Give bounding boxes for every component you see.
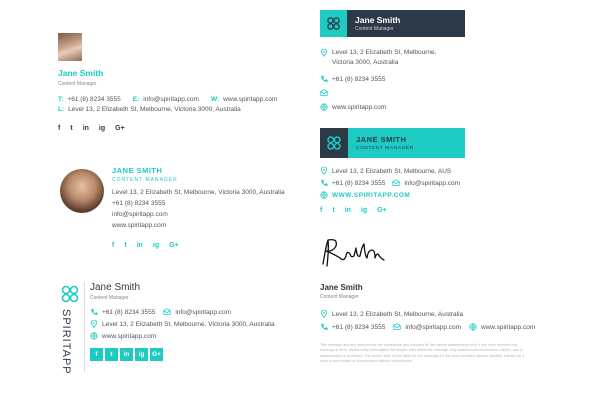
sig2-name: JANE SMITH [112,166,163,175]
email-icon [392,179,400,187]
sig5-phone[interactable]: +61 (8) 8234 3555 [332,179,386,187]
avatar [60,169,104,213]
sig1-phone[interactable]: +61 (8) 8234 3555 [67,96,121,103]
sig1-web[interactable]: www.spiritapp.com [223,96,278,103]
sig5-social-icons [320,207,465,214]
logo-clover-icon [326,16,341,31]
facebook-icon[interactable]: f [112,242,115,249]
sig3-social-icons [90,348,290,361]
sig4-web[interactable]: www.spiritapp.com [332,103,387,111]
email-icon[interactable] [320,89,328,97]
sig5-title: CONTENT MANAGER [356,146,414,151]
linkedin-icon[interactable]: in [344,207,351,214]
globe-icon [320,103,328,111]
sig6-web[interactable]: www.spiritapp.com [481,323,536,331]
location-pin-icon [90,320,98,328]
sig1-social-icons [58,125,277,132]
phone-icon [320,323,328,331]
twitter-icon[interactable]: t [105,348,118,361]
sig6-disclaimer: This message and any attachments are confidential and intended for the named addressee(s) only. If you have received this message in error, please notify immediately the sender, then delete the message. Any unauthorized modification, edition, use or dissemination is prohibited. The sender shall not be liable for this message if it has been modified, altered, falsified, infected by a virus or even edited or disseminated without authorization. [320,343,525,364]
sig3-title: Content Manager [90,295,129,301]
linkedin-icon[interactable]: in [120,348,133,361]
sig2-address: Level 13, 2 Elizabeth St, Melbourne, Victoria 3000, Australia [112,189,285,196]
sig2-web[interactable]: www.spiritapp.com [112,222,167,229]
email-icon [393,323,401,331]
instagram-icon[interactable]: ig [152,242,160,249]
sig2-phone[interactable]: +61 (8) 8234 3555 [112,200,166,207]
location-label: L: [58,106,65,113]
sig5-web[interactable]: WWW.SPIRITAPP.COM [332,191,411,199]
logo-clover-icon [60,284,80,304]
instagram-icon[interactable]: ig [360,207,368,214]
sig3-email[interactable]: info@spiritapp.com [175,308,232,316]
phone-icon [320,179,328,187]
sig5-name: JANE SMITH [356,135,407,144]
sig1-location: Level 13, 2 Elizabeth St, Melbourne, Victoria 3000, Australia [68,106,241,113]
location-pin-icon [320,49,328,57]
brand-wordmark: SPIRITAPP [60,309,72,375]
signature-1 [58,33,277,132]
instagram-icon[interactable]: ig [98,125,106,132]
facebook-icon[interactable]: f [90,348,103,361]
sig1-title: Content Manager [58,81,97,87]
facebook-icon[interactable]: f [58,125,61,132]
sig5-address: Level 13, 2 Elizabeth St, Melbourne, AUS [332,167,452,175]
sig4-address-line2: Victoria 3000, Australia [332,59,399,66]
sig4-name: Jane Smith [355,15,401,25]
sig3-name: Jane Smith [90,282,141,293]
sig6-title: Content Manager [320,294,359,300]
sig1-name: Jane Smith [58,68,104,78]
divider [84,282,85,372]
facebook-icon[interactable]: f [320,207,323,214]
sig2-title: CONTENT MANAGER [112,177,178,183]
linkedin-icon[interactable]: in [82,125,89,132]
signature-5 [320,128,465,214]
sig3-phone[interactable]: +61 (8) 8234 3555 [102,308,156,316]
globe-icon [320,191,328,199]
google-plus-icon[interactable]: G+ [150,348,163,361]
sig4-header [320,10,465,37]
logo-clover-icon [326,135,342,151]
email-icon [163,308,171,316]
sig5-email[interactable]: info@spiritapp.com [404,179,461,187]
sig6-email[interactable]: info@spiritapp.com [405,323,462,331]
sig2-email[interactable]: info@spiritapp.com [112,211,168,218]
globe-icon [90,332,98,340]
google-plus-icon[interactable]: G+ [169,242,179,249]
phone-icon [90,308,98,316]
location-pin-icon [320,167,328,175]
twitter-icon[interactable]: t [124,242,127,249]
sig2-social-icons [112,242,312,249]
sig6-address: Level 13, 2 Elizabeth St, Melbourne, Australia [332,310,464,318]
google-plus-icon[interactable]: G+ [377,207,387,214]
web-label: W: [210,96,220,103]
phone-icon [320,75,328,83]
sig3-address: Level 13, 2 Elizabeth St, Melbourne, Victoria 3000, Australia [102,320,275,328]
twitter-icon[interactable]: t [70,125,73,132]
sig1-email[interactable]: info@spiritapp.com [143,96,199,103]
sig6-phone[interactable]: +61 (8) 8234 3555 [332,323,386,331]
location-pin-icon [320,310,328,318]
signature-handwriting [320,236,390,272]
sig6-name: Jane Smith [320,283,363,292]
phone-label: T: [58,96,64,103]
google-plus-icon[interactable]: G+ [115,125,125,132]
twitter-icon[interactable]: t [332,207,335,214]
email-label: E: [132,96,140,103]
sig4-title: Content Manager [355,26,394,32]
sig4-phone[interactable]: +61 (8) 8234 3555 [332,75,386,83]
sig5-header [320,128,465,158]
signature-6 [320,236,536,365]
avatar [58,33,82,61]
signature-4 [320,10,465,111]
sig4-address-line1: Level 13, 2 Elizabeth St, Melbourne, [332,49,437,56]
sig3-web[interactable]: www.spiritapp.com [102,332,157,340]
globe-icon [469,323,477,331]
instagram-icon[interactable]: ig [135,348,148,361]
linkedin-icon[interactable]: in [136,242,143,249]
